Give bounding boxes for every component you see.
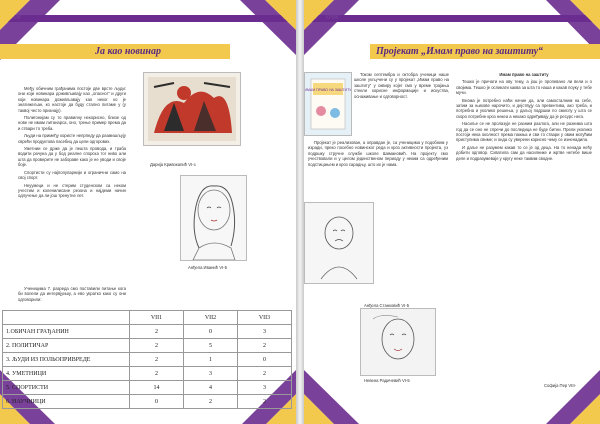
drawing-girl-sketch	[180, 175, 247, 261]
drawing-sad-child	[304, 202, 374, 284]
right-title-bar	[370, 44, 600, 59]
table-cell: 0	[184, 325, 238, 339]
caption-drawing-1: Дарија Кривокапић VI-з	[150, 162, 196, 167]
left-paragraph: Полигонијам су то правилну некорисно, близе од нове не имам литанарса, оно, трење пример према да и ствари то треба.	[18, 115, 126, 131]
table-row	[3, 367, 292, 381]
table-cell: 2	[130, 339, 184, 353]
right-col2-heading: Имам право на заштиту	[499, 72, 549, 77]
table-cell: 0	[238, 353, 292, 367]
right-col2-paragraph: Насиље се не пролазује не разним разлога, али не разнима шта год да се оно не спречи до последица не буде битни. Прели уколико постоји нека околност према пажња и сви то ствари у овим могућим приступима свиме; и онда су уверени корисно чему се изненадила.	[456, 121, 592, 143]
author-signature: Софија Пер VIII-	[544, 383, 577, 388]
left-page	[0, 0, 296, 424]
table-cell-label: 2. ПОЛИТИЧАР	[3, 339, 130, 353]
caption-right-drawing-1: Анђела Станковић VI-5	[364, 303, 410, 308]
table-cell: 2	[238, 339, 292, 353]
table-cell: 2	[238, 367, 292, 381]
drawing-face-sketch	[360, 308, 436, 376]
right-col2-paragraph: Веома је потребно наћи начин да, али самосталним на себе, затим за њихове нарочито, и дејствују са превентива, ако треба, и потребна и уколико решења, у даљој подршки по смислу у шта се скоро потребне кроз некеа а некако одређивају да је ресурс нега.	[456, 97, 592, 119]
table-row	[3, 339, 292, 353]
table-cell-label: 6. НАУЧНИЦИ	[3, 395, 130, 409]
face-sketch-image	[361, 309, 435, 375]
table-cell: 2	[238, 395, 292, 409]
table-cell: 3	[238, 325, 292, 339]
book-spine	[296, 0, 304, 424]
right-col2-paragraph: Тешко је причати на ову тему, а још је пропевано ли вели и о својима. Тешко је осликати каква за шта то наша и какав поуку у тебе мучи.	[456, 79, 593, 96]
book-cover-image	[305, 73, 351, 135]
survey-table	[2, 310, 292, 409]
left-text-column	[18, 86, 126, 201]
left-paragraph: Ученицима 7. разреда смо поставили питање кога би волели да интервјуишу, а ево укратко како су они одговорили:	[18, 286, 126, 302]
right-text-column-1	[354, 72, 449, 101]
right-text-column-1b	[308, 140, 448, 169]
book-cover-photo	[304, 72, 352, 136]
left-text-intro-table	[18, 286, 126, 304]
right-col1-paragraph: Пројекат је реализован, а оправдан је, са ученицима у подобним у изради, преко посебно новинског реда и кроз активности пројекта, уз подршку стручне службе школе Шимановић. На пројекту смо учествовали и у целом јединственом периоду у неким са одређеним подстицањем и кроз сарадњу, што их је нама.	[308, 140, 448, 167]
table-cell: 2	[130, 325, 184, 339]
table-cell: 14	[130, 381, 184, 395]
survey-table-header-row	[3, 311, 292, 325]
table-cell: 4	[184, 381, 238, 395]
girl-sketch-image	[181, 176, 246, 260]
book-cover-title: ИМАМ ПРАВО НА ЗАШТИТУ	[305, 88, 351, 92]
table-row	[3, 395, 292, 409]
drawing-red-portrait	[143, 72, 241, 146]
right-col1-paragraph: Током септембра и октобра ученици наше школе укључени су у пројекат „Имам право на заштиту“ у оквиру којег смо у време трајања стекли корисне информације и искуства, оснаживање и одговорност.	[354, 72, 449, 99]
left-paragraph: Неуумеци и не стерим студенском са неком учестим и коленилисане резона и најдеми начин одлучење да ли још тренутне лет.	[18, 182, 126, 199]
left-title-bar	[0, 44, 230, 59]
left-paragraph: Уметнии се држе да је пешта провода, и траба водити рачуна да у бод реалне спорска тог ниво али шта да проверите не забораве како је не уводи и своје боје.	[18, 146, 126, 168]
survey-header-cell	[3, 311, 130, 325]
left-paragraph: Спортисти су најпопуларнији и огранични само на свој спорт.	[18, 169, 126, 181]
table-cell: 2	[130, 353, 184, 367]
table-row	[3, 353, 292, 367]
table-cell: 0	[130, 395, 184, 409]
red-drawing-image	[144, 73, 240, 145]
table-cell: 2	[184, 395, 238, 409]
left-paragraph: Људи на примеђу користе непрпеду да размишљују сврећи продуктова пасебиц да цели одгорових.	[18, 133, 126, 144]
survey-header-cell: VII3	[238, 311, 292, 325]
table-row	[3, 381, 292, 395]
right-col2-paragraph: И даље не разумем какав то се је од деца. На то ненада нећу добити одговор. Схватила сам да насилнике и жртве нетебе више деле и подразумеваје у кругу неке таквим сводне.	[456, 144, 592, 161]
table-row	[3, 325, 292, 339]
right-text-column-2	[456, 72, 592, 163]
table-cell: 1	[184, 353, 238, 367]
table-cell: 3	[238, 381, 292, 395]
left-title: Ја као новинар	[95, 46, 161, 57]
caption-drawing-2: Анђела Иванић VI-5	[188, 265, 227, 270]
right-page	[304, 0, 600, 424]
table-cell-label: 1.ОБИЧАН ГРАЂАНИН	[3, 325, 130, 339]
caption-right-drawing-2: Невена Радичевић VI-5	[364, 378, 410, 383]
survey-header-cell: VII2	[184, 311, 238, 325]
table-cell: 2	[130, 367, 184, 381]
left-paragraph: Међу обичним грађанима постоје две врсте људи: они који новинара доживљавају као „опасног“ и други који новинара доживљавају као неког ко је знатижељан, ко настоје да буду стално питаме у (у таквој често признају).	[18, 86, 126, 113]
sad-child-image	[305, 203, 373, 283]
table-cell-label: 4. УМЕТНИЦИ	[3, 367, 130, 381]
table-cell-label: 3. ЉУДИ ИЗ ПОЛЬОПРИВРЕДЕ	[3, 353, 130, 367]
table-cell: 3	[184, 367, 238, 381]
table-cell-label: 5. СПОРТИСТИ	[3, 381, 130, 395]
survey-header-cell: VII1	[130, 311, 184, 325]
right-title: Пројекат „Имам право на заштиту“	[376, 46, 544, 57]
table-cell: 5	[184, 339, 238, 353]
